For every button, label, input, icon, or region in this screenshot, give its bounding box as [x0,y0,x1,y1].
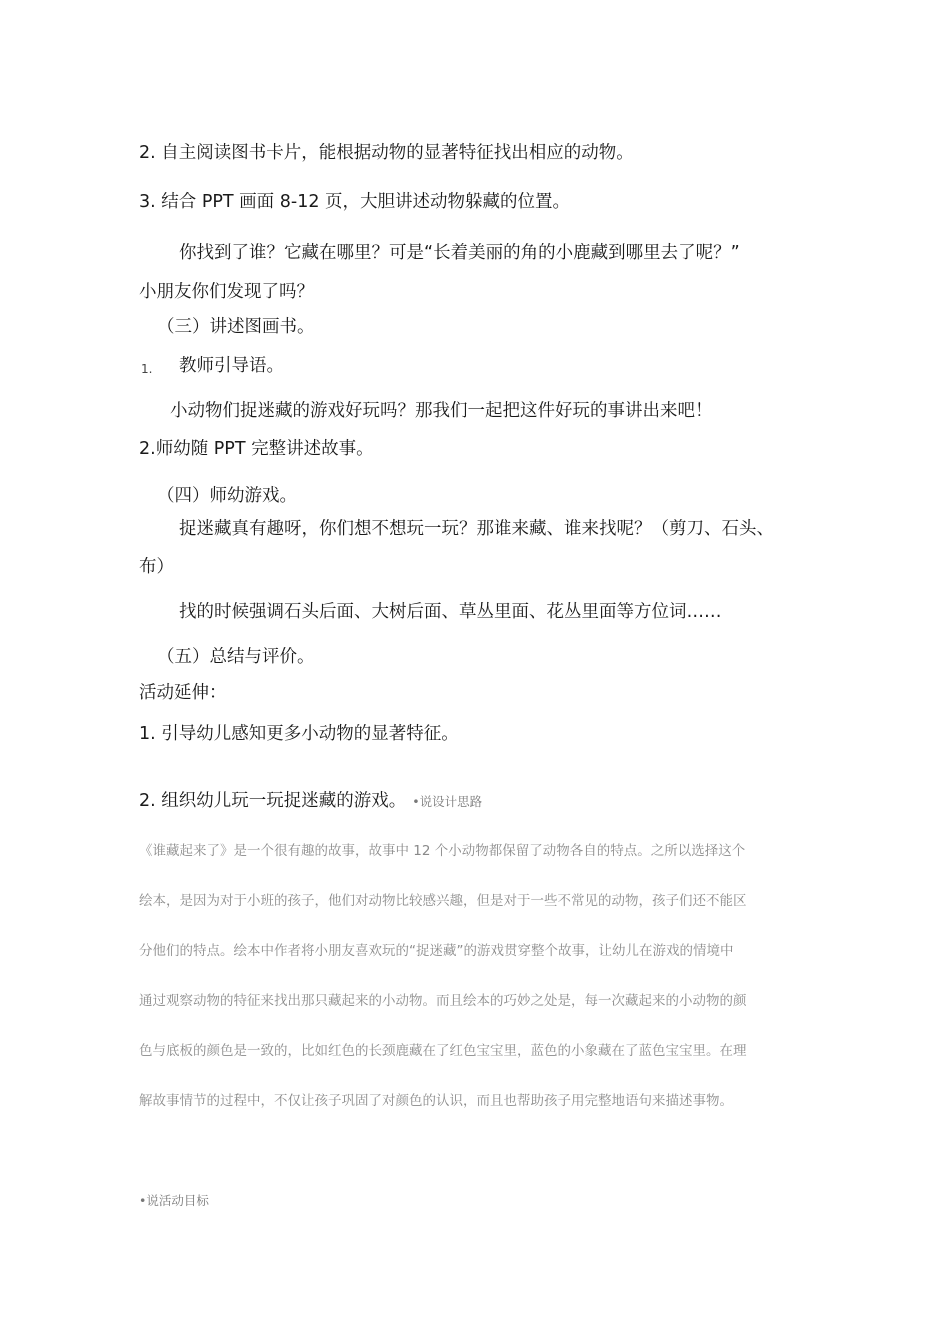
paragraph-line-2: 绘本，是因为对于小班的孩子，他们对动物比较感兴趣，但是对于一些不常见的动物，孩子们还不能区 [139,893,747,909]
text-line-goal-3: 3. 结合 PPT 画面 8-12 页，大胆讲述动物躲藏的位置。 [139,192,571,212]
paragraph-line-5: 色与底板的颜色是一致的，比如红色的长颈鹿藏在了红色宝宝里，蓝色的小象藏在了蓝色宝宝里。在理 [139,1043,747,1059]
text-line-extension-2 [139,789,482,814]
text-line-question: 你找到了谁？它藏在哪里？可是“长着美丽的角的小鹿藏到哪里去了呢？” [179,243,740,263]
paragraph-line-3: 分他们的特点。绘本中作者将小朋友喜欢玩的“捉迷藏”的游戏贯穿整个故事，让幼儿在游戏的情境中 [139,943,734,959]
text-line-extension: 活动延伸： [139,683,227,703]
list-number-1: 1. [141,362,153,376]
text-line-positions: 找的时候强调石头后面、大树后面、草丛里面、花丛里面等方位词…… [179,602,722,622]
extension-2-text: 2. 组织幼儿玩一玩捉迷藏的游戏。 [139,791,407,811]
paragraph-line-4: 通过观察动物的特征来找出那只藏起来的小动物。而且绘本的巧妙之处是，每一次藏起来的小动物的颜 [139,993,747,1009]
text-line-game: 捉迷藏真有趣呀，你们想不想玩一玩？那谁来藏、谁来找呢？（剪刀、石头、 [179,519,774,539]
paragraph-line-6: 解故事情节的过程中，不仅让孩子巩固了对颜色的认识，而且也帮助孩子用完整地语句来描述事物。 [139,1093,733,1109]
design-idea-heading: •说设计思路 [412,794,483,809]
text-line-question-cont: 小朋友你们发现了吗？ [139,282,314,302]
section-heading-5: （五）总结与评价。 [157,647,315,667]
paragraph-line-1: 《谁藏起来了》是一个很有趣的故事，故事中 12 个小动物都保留了动物各自的特点。之所以选择这个 [139,843,746,859]
text-line-extension-1: 1. 引导幼儿感知更多小动物的显著特征。 [139,724,459,744]
section-heading-4: （四）师幼游戏。 [157,486,297,506]
text-line-goal-2: 2. 自主阅读图书卡片，能根据动物的显著特征找出相应的动物。 [139,143,634,163]
text-line-game-cont: 布） [139,557,174,577]
text-line-prompt: 小动物们捉迷藏的游戏好玩吗？那我们一起把这件好玩的事讲出来吧！ [170,401,713,421]
activity-goal-heading: •说活动目标 [139,1193,209,1208]
section-heading-3: （三）讲述图画书。 [157,317,315,337]
text-line-story: 2.师幼随 PPT 完整讲述故事。 [139,439,374,459]
text-line-teacher-intro: 教师引导语。 [179,356,284,376]
